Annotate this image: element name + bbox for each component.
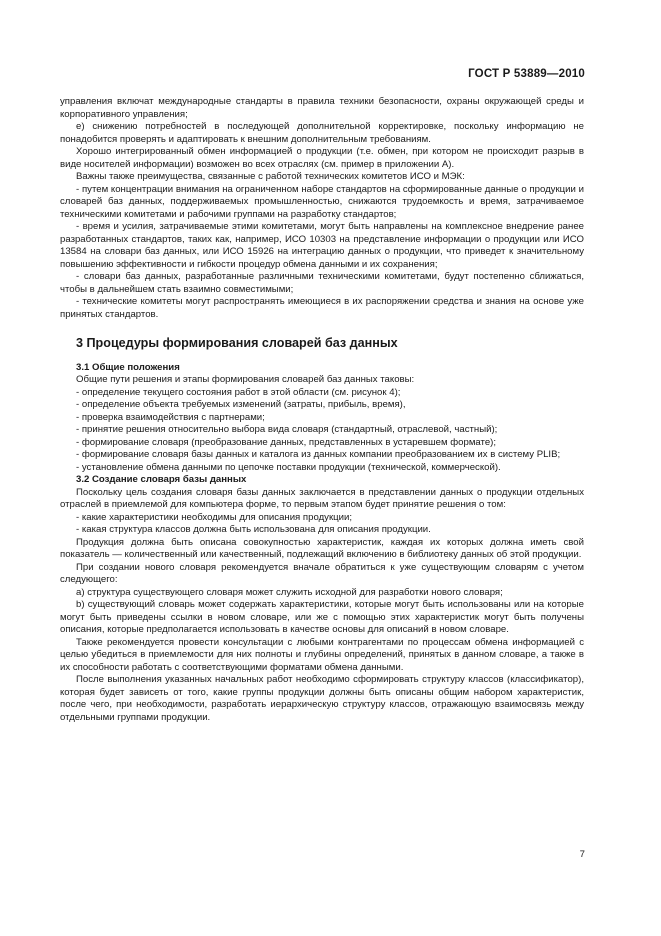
paragraph: Поскольку цель создания словаря базы данных заключается в представлении данных о продукции отдельных отраслей в приемлемой для компьютера форме, то первым этапом будет принятие решения о том:	[60, 486, 584, 510]
list-item: - принятие решения относительно выбора вида словаря (стандартный, отраслевой, частный);	[76, 424, 498, 435]
list-item: - определение текущего состояния работ в этой области (см. рисунок 4);	[76, 386, 401, 398]
paragraph: Хорошо интегрированный обмен информацией о продукции (т.е. обмен, при котором не происходит разрыв в виде носителей информации) возможен во всех отраслях (см. пример в приложении А).	[60, 146, 584, 170]
list-item: - словари баз данных, разработанные различными техническими комитетами, будут постепенно сближаться, чтобы в дальнейшем стать взаимно совместимыми;	[60, 271, 584, 295]
paragraph: Общие пути решения и этапы формирования словарей баз данных таковы:	[76, 374, 415, 385]
paragraph: Важны также преимущества, связанные с работой технических комитетов ИСО и МЭК:	[76, 171, 465, 182]
document-header: ГОСТ Р 53889—2010	[468, 68, 585, 80]
page-number: 7	[579, 849, 585, 860]
list-item: - технические комитеты могут распространять имеющиеся в их распоряжении средства и знания на основе уже принятых стандартов.	[60, 296, 584, 320]
list-item: - какие характеристики необходимы для описания продукции;	[76, 511, 353, 523]
list-item: b) существующий словарь может содержать характеристики, которые могут быть использованы или на которые могут быть приведены ссылки в новом словаре, или же с помощью этих характеристик могут быть получены описания, которые предполагается использовать в качестве основы для описаний в новом словаре.	[60, 599, 584, 635]
list-item: - проверка взаимодействия с партнерами;	[76, 411, 265, 423]
list-item: а) структура существующего словаря может служить исходной для разработки нового словаря;	[76, 586, 503, 598]
list-item: - путем концентрации внимания на ограниченном наборе стандартов на сформированные данные о продукции и словарей баз данных, поддерживаемых промышленностью, снижаются трудоемкость и время, затрачиваемое техническими комитетами и рабочими группами на разработку стандартов;	[60, 183, 584, 220]
list-item: - какая структура классов должна быть использована для описания продукции.	[76, 524, 431, 535]
subsection-title: 3.1 Общие положения	[76, 361, 180, 373]
section-title: 3 Процедуры формирования словарей баз данных	[76, 336, 398, 350]
document-body	[60, 96, 584, 724]
list-item: - формирование словаря базы данных и каталога из данных компании преобразованием их в систему PLIB;	[76, 449, 561, 460]
subsection-title: 3.2 Создание словаря базы данных	[76, 474, 247, 485]
paragraph: При создании нового словаря рекомендуется вначале обратиться к уже существующим словарям с учетом следующего:	[60, 561, 584, 585]
list-item: - время и усилия, затрачиваемые этими комитетами, могут быть направлены на комплексное внедрение ранее разработанных стандартов, таких как, например, ИСО 10303 на представление информации о продукции или ИСО 13584 на словари баз данных, или ИСО 15926 на интеграцию данных о продукции, что приведет к значительному повышению эффективности и гибкости процедур обмена данными и их сохранения;	[60, 221, 584, 270]
paragraph: е) снижению потребностей в последующей дополнительной корректировке, поскольку информацию не понадобится проверять и адаптировать к внешним дополнительным требованиям.	[60, 121, 584, 145]
list-item: - формирование словаря (преобразование данных, представленных в устаревшем формате);	[76, 436, 497, 448]
paragraph: управления включат международные стандарты в правила техники безопасности, охраны окружающей среды и корпоративного управления;	[60, 96, 584, 120]
paragraph: Продукция должна быть описана совокупностью характеристик, каждая их которых должна иметь свой показатель — количественный или качественный, подлежащий включению в библиотеку данных об этой продукции.	[60, 536, 584, 560]
list-item: - определение объекта требуемых изменений (затраты, прибыль, время),	[76, 399, 406, 410]
list-item: - установление обмена данными по цепочке поставки продукции (технической, коммерческой).	[76, 461, 501, 473]
paragraph: Также рекомендуется провести консультации с любыми контрагентами по процессам обмена информацией с целью убедиться в приемлемости для них полноты и глубины определений, принятых в данном словаре, а также в их способности работать с соответствующими форматами обмена данными.	[60, 636, 584, 673]
paragraph: После выполнения указанных начальных работ необходимо сформировать структуру классов (классификатор), которая будет зависеть от того, какие группы продукции должны быть описаны общим набором характеристик, после чего, при необходимости, разработать иерархическую структуру классов, отражающую взаимосвязь между отдельными группами продукции.	[60, 674, 584, 723]
